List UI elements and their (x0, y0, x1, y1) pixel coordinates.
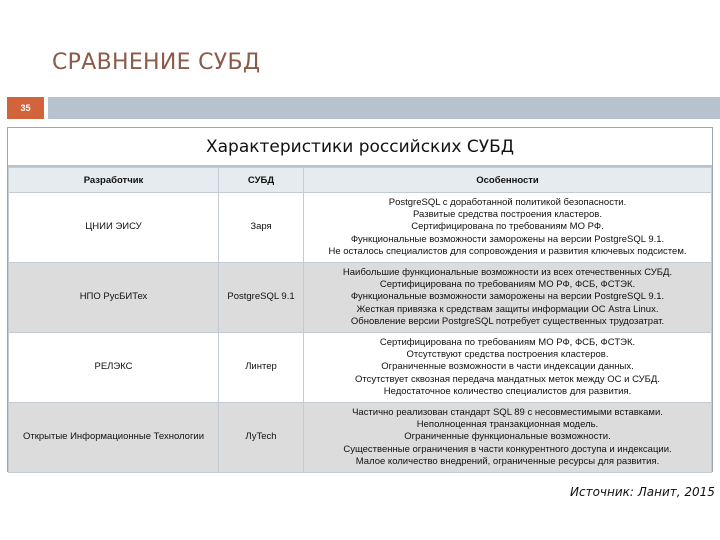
table-row (9, 333, 712, 403)
feature-line: Обновление версии PostgreSQL потребует существенных трудозатрат. (350, 315, 665, 327)
cell-developer: ЦНИИ ЭИСУ (9, 193, 219, 263)
slide-title: СРАВНЕНИЕ СУБД (52, 50, 261, 75)
table-title: Характеристики российских СУБД (8, 128, 712, 167)
feature-line: Сертифицирована по требованиям МО РФ, ФСБ, ФСТЭК. (379, 279, 636, 291)
feature-line: Развитые средства построения кластеров. (413, 209, 602, 221)
feature-line: Недостаточное количество специалистов для развития. (383, 385, 632, 397)
feature-line: Жесткая привязка к средствам защиты информации ОС Astra Linux. (356, 303, 659, 315)
col-header-features: Особенности (304, 168, 712, 193)
cell-features (304, 263, 712, 333)
cell-developer: Открытые Информационные Технологии (9, 403, 219, 473)
feature-line: PostgreSQL с доработанной политикой безопасности. (388, 197, 627, 209)
slide-number-badge: 35 (7, 97, 44, 119)
source-caption: Источник: Ланит, 2015 (570, 485, 715, 499)
feature-line: Сертифицирована по требованиям МО РФ, ФСБ, ФСТЭК. (379, 337, 636, 349)
cell-dbms: Линтер (219, 333, 304, 403)
cell-features (304, 333, 712, 403)
header-bar (48, 97, 720, 119)
cell-dbms: PostgreSQL 9.1 (219, 263, 304, 333)
cell-features (304, 403, 712, 473)
feature-line: Существенные ограничения в части конкурентного доступа и индексации. (343, 443, 672, 455)
feature-line: Неполноценная транзакционная модель. (416, 419, 599, 431)
feature-line: Ограниченные функциональные возможности. (404, 431, 611, 443)
feature-line: Функциональные возможности заморожены на версии PostgreSQL 9.1. (350, 233, 665, 245)
feature-line: Функциональные возможности заморожены на версии PostgreSQL 9.1. (350, 291, 665, 303)
dbms-table (8, 167, 712, 473)
feature-line: Частично реализован стандарт SQL 89 с несовместимыми вставками. (352, 407, 663, 419)
table-row (9, 403, 712, 473)
feature-line: Сертифицирована по требованиям МО РФ. (411, 221, 604, 233)
feature-line: Малое количество внедрений, ограниченные ресурсы для развития. (355, 455, 660, 467)
comparison-table (7, 127, 713, 472)
cell-features (304, 193, 712, 263)
cell-developer: РЕЛЭКС (9, 333, 219, 403)
feature-line: Ограниченные возможности в части индексации данных. (381, 361, 634, 373)
feature-line: Наибольшие функциональные возможности из всех отечественных СУБД. (342, 267, 673, 279)
feature-line: Отсутствуют средства построения кластеров. (406, 349, 609, 361)
table-row (9, 193, 712, 263)
cell-dbms: ЛуTech (219, 403, 304, 473)
cell-developer: НПО РусБИТех (9, 263, 219, 333)
table-header-row (9, 168, 712, 193)
feature-line: Отсутствует сквозная передача мандатных меток между ОС и СУБД. (355, 373, 660, 385)
table-row (9, 263, 712, 333)
feature-line: Не осталось специалистов для сопровождения и развития ключевых подсистем. (328, 245, 687, 257)
col-header-dbms: СУБД (219, 168, 304, 193)
cell-dbms: Заря (219, 193, 304, 263)
col-header-developer: Разработчик (9, 168, 219, 193)
